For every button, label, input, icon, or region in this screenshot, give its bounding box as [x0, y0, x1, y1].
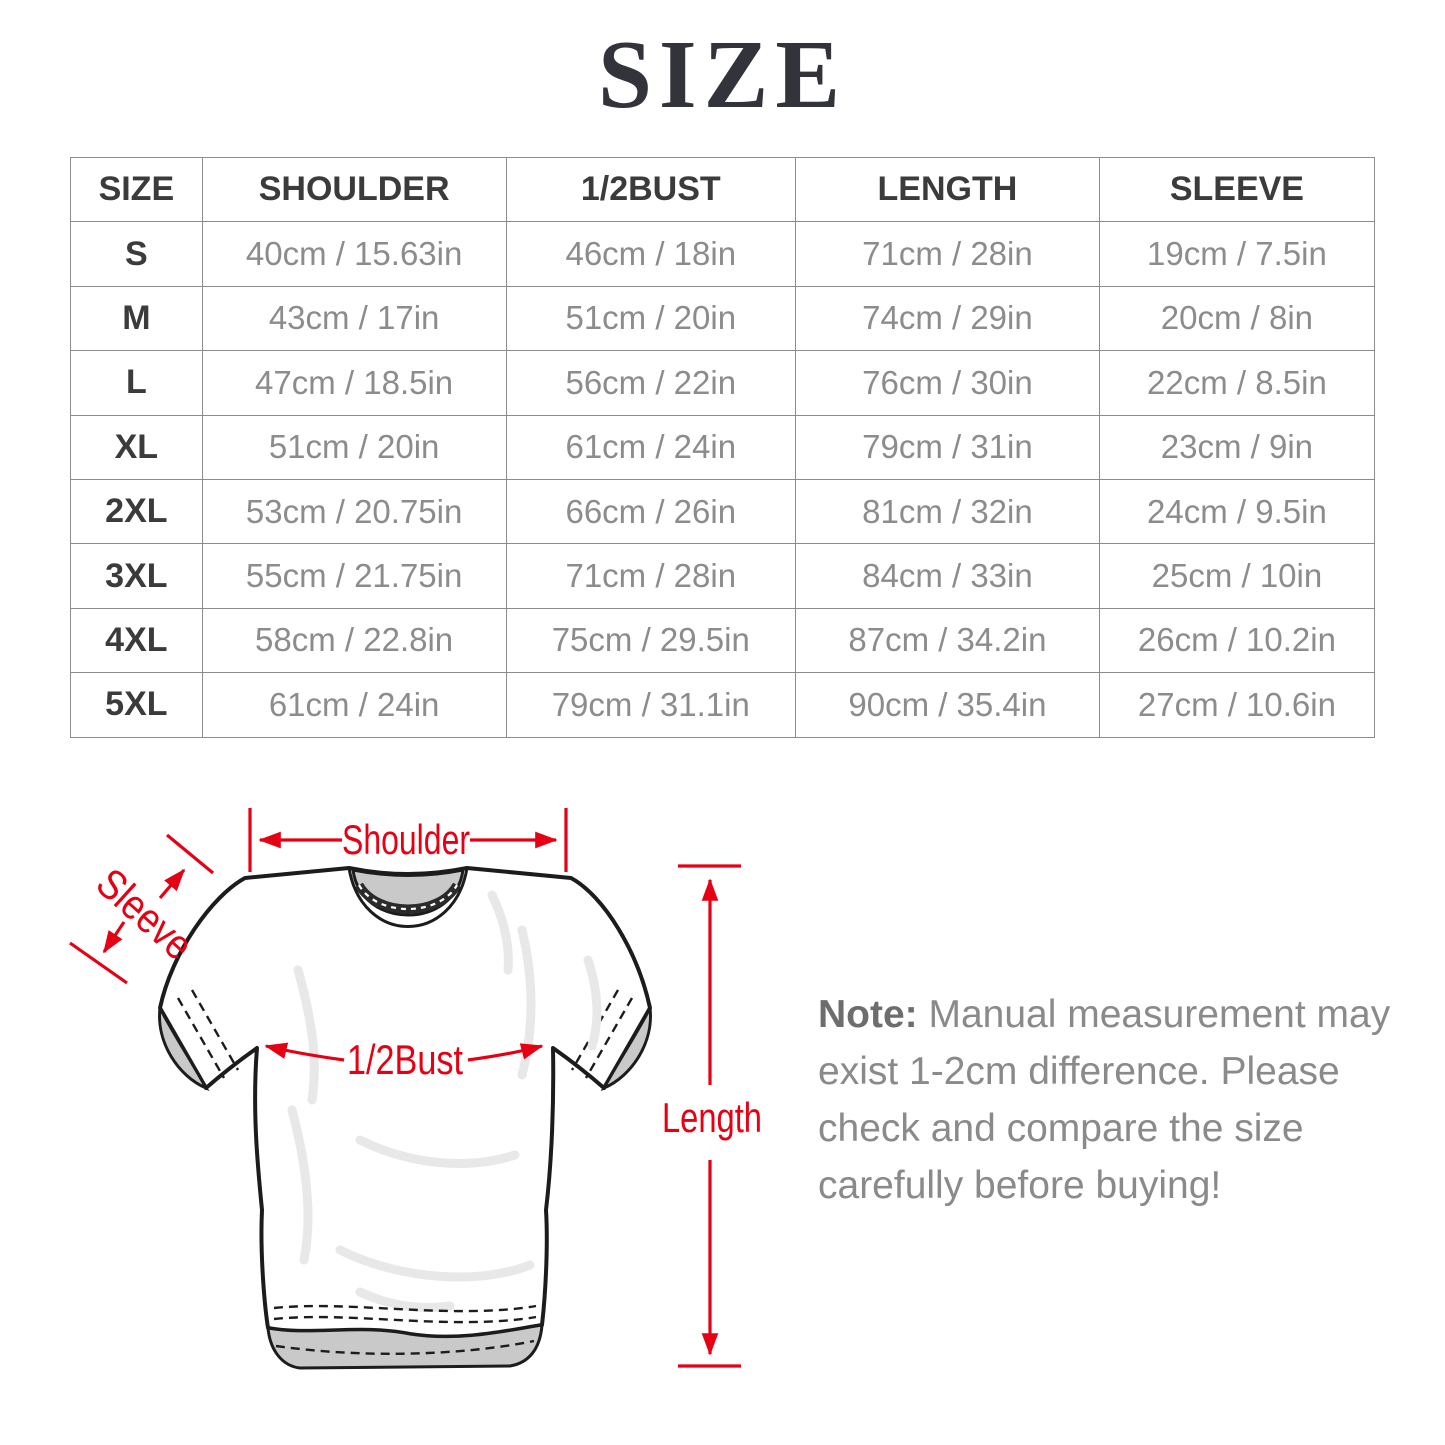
value-cell: 47cm / 18.5in [202, 351, 506, 415]
sleeve-label: Sleeve [87, 858, 215, 980]
size-cell: 3XL [71, 544, 203, 608]
value-cell: 87cm / 34.2in [796, 608, 1100, 672]
tshirt-measurement-diagram [60, 780, 820, 1445]
shoulder-dimension [250, 808, 566, 872]
note-line: carefully before buying! [818, 1164, 1222, 1207]
note-line: exist 1-2cm difference. Please [818, 1050, 1340, 1093]
sleeve-cap-top [167, 835, 213, 873]
value-cell: 55cm / 21.75in [202, 544, 506, 608]
size-cell: 2XL [71, 479, 203, 543]
value-cell: 51cm / 20in [202, 415, 506, 479]
size-cell: S [71, 222, 203, 286]
shoulder-label: Shoulder [342, 816, 471, 863]
value-cell: 61cm / 24in [202, 673, 506, 737]
page-title: SIZE [597, 21, 848, 128]
value-cell: 79cm / 31.1in [506, 673, 795, 737]
length-label: Length [662, 1094, 762, 1141]
size-table [70, 157, 1375, 738]
sleeve-arrow-down [104, 922, 124, 952]
table-row [71, 544, 1375, 608]
note-text [818, 986, 1398, 1214]
table-row [71, 415, 1375, 479]
table-row [71, 479, 1375, 543]
value-cell: 19cm / 7.5in [1099, 222, 1374, 286]
size-cell: 4XL [71, 608, 203, 672]
column-header-length: LENGTH [796, 158, 1100, 222]
length-dimension [662, 866, 762, 1366]
value-cell: 46cm / 18in [506, 222, 795, 286]
value-cell: 66cm / 26in [506, 479, 795, 543]
tshirt-illustration [160, 868, 651, 1368]
table-row [71, 673, 1375, 737]
bust-label: 1/2Bust [347, 1036, 464, 1083]
size-cell: L [71, 351, 203, 415]
value-cell: 76cm / 30in [796, 351, 1100, 415]
value-cell: 84cm / 33in [796, 544, 1100, 608]
value-cell: 71cm / 28in [506, 544, 795, 608]
size-cell: XL [71, 415, 203, 479]
value-cell: 22cm / 8.5in [1099, 351, 1374, 415]
table-row [71, 222, 1375, 286]
value-cell: 26cm / 10.2in [1099, 608, 1374, 672]
table-header-row [71, 158, 1375, 222]
table-row [71, 351, 1375, 415]
note-line: check and compare the size [818, 1107, 1304, 1150]
value-cell: 75cm / 29.5in [506, 608, 795, 672]
value-cell: 56cm / 22in [506, 351, 795, 415]
value-cell: 27cm / 10.6in [1099, 673, 1374, 737]
table-row [71, 608, 1375, 672]
value-cell: 24cm / 9.5in [1099, 479, 1374, 543]
note-line [818, 986, 1398, 1043]
value-cell: 79cm / 31in [796, 415, 1100, 479]
value-cell: 58cm / 22.8in [202, 608, 506, 672]
note-line-text: Manual measurement may [928, 993, 1391, 1036]
value-cell: 43cm / 17in [202, 286, 506, 350]
sleeve-arrow-up [160, 870, 184, 898]
value-cell: 74cm / 29in [796, 286, 1100, 350]
column-header-bust: 1/2BUST [506, 158, 795, 222]
size-cell: M [71, 286, 203, 350]
note-prefix: Note: [818, 993, 918, 1036]
sleeve-cap-bottom [70, 943, 127, 983]
value-cell: 61cm / 24in [506, 415, 795, 479]
value-cell: 71cm / 28in [796, 222, 1100, 286]
value-cell: 90cm / 35.4in [796, 673, 1100, 737]
value-cell: 51cm / 20in [506, 286, 795, 350]
column-header-sleeve: SLEEVE [1099, 158, 1374, 222]
value-cell: 81cm / 32in [796, 479, 1100, 543]
column-header-shoulder: SHOULDER [202, 158, 506, 222]
value-cell: 23cm / 9in [1099, 415, 1374, 479]
column-header-size: SIZE [71, 158, 203, 222]
value-cell: 53cm / 20.75in [202, 479, 506, 543]
size-cell: 5XL [71, 673, 203, 737]
value-cell: 25cm / 10in [1099, 544, 1374, 608]
tshirt-body-outline [160, 868, 650, 1337]
table-row [71, 286, 1375, 350]
value-cell: 40cm / 15.63in [202, 222, 506, 286]
value-cell: 20cm / 8in [1099, 286, 1374, 350]
